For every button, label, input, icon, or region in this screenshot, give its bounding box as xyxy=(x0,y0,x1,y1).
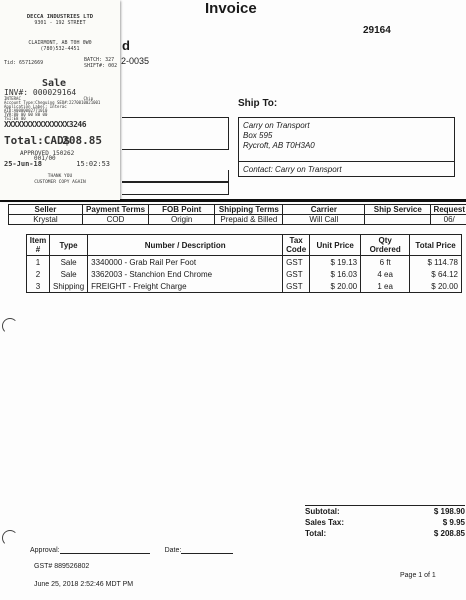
fob-point-header: FOB Point xyxy=(149,205,215,215)
receipt-thanks-line: THANK YOU xyxy=(47,174,73,179)
totals-block xyxy=(305,505,465,539)
item-type: Shipping xyxy=(50,280,88,293)
receipt-line: Account Type:Chequing SEQ#:2270010021001 xyxy=(4,100,101,105)
item-total: $ 20.00 xyxy=(410,280,462,293)
item-unit-price: $ 20.00 xyxy=(310,280,361,293)
item-number: 3 xyxy=(27,280,50,293)
payment-terms-value: COD xyxy=(82,215,148,225)
payment-terms-header: Payment Terms xyxy=(82,205,148,215)
bill-to-extra-box xyxy=(122,182,229,195)
terms-header-row xyxy=(9,205,466,215)
description-header: Number / Description xyxy=(88,235,283,256)
ship-service-value xyxy=(365,215,431,225)
request-header: Request xyxy=(431,205,466,215)
ship-to-line: Carry on Transport xyxy=(243,121,310,130)
date-label: Date: xyxy=(164,547,182,554)
table-row xyxy=(27,280,462,293)
seller-header: Seller xyxy=(9,205,83,215)
seller-value: Krystal xyxy=(9,215,83,225)
item-header: Item # xyxy=(27,235,50,256)
item-description: FREIGHT - Freight Charge xyxy=(88,280,283,293)
receipt-line: INTERAC Chip xyxy=(4,96,94,101)
fob-point-value: Origin xyxy=(149,215,215,225)
table-row xyxy=(27,256,462,269)
total-row xyxy=(305,528,465,539)
request-value: 06/ xyxy=(431,215,466,225)
receipt-datetime xyxy=(4,160,116,168)
shipping-terms-value: Prepaid & Billed xyxy=(215,215,283,225)
contact-box: Contact: Carry on Transport xyxy=(238,161,455,177)
date-signature-line xyxy=(181,553,233,554)
carrier-header: Carrier xyxy=(283,205,365,215)
ship-to-label: Ship To: xyxy=(238,98,278,109)
receipt-line: TVR:80 00 00 80 00 xyxy=(4,112,48,117)
receipt-company: DECCA INDUSTRIES LTD xyxy=(26,14,94,20)
subtotal-label: Subtotal: xyxy=(305,507,340,516)
item-description: 3362003 - Stanchion End Chrome xyxy=(88,268,283,280)
receipt-sale-label: Sale xyxy=(42,78,67,89)
approval-label: Approval: xyxy=(30,547,60,554)
type-header: Type xyxy=(50,235,88,256)
receipt-total-value: 208.85 xyxy=(62,134,102,147)
receipt-batch: BATCH: 327 xyxy=(84,57,115,63)
receipt-line: Application Label: Interac xyxy=(4,104,67,109)
item-total: $ 114.78 xyxy=(410,256,462,269)
sales-tax-value: $ 9.95 xyxy=(442,518,465,527)
item-unit-price: $ 19.13 xyxy=(310,256,361,269)
unit-price-header: Unit Price xyxy=(310,235,361,256)
receipt-approved: APPROVED 150262 xyxy=(20,150,75,157)
item-number: 1 xyxy=(27,256,50,269)
page-number: Page 1 of 1 xyxy=(400,572,436,579)
receipt-address-1: 9301 - 192 STREET xyxy=(34,20,86,26)
receipt-phone: (780)532-4451 xyxy=(40,46,80,52)
items-table xyxy=(26,234,462,293)
partial-number: 2-0035 xyxy=(121,56,150,66)
ship-to-line: Rycroft, AB T0H3A0 xyxy=(243,141,315,150)
tax-code-header: Tax Code xyxy=(283,235,310,256)
receipt-line: TSI:E8 00 xyxy=(4,116,26,121)
approval-signature-line xyxy=(60,553,150,554)
ship-service-header: Ship Service xyxy=(365,205,431,215)
receipt-thanks-line: CUSTOMER COPY AGAIN xyxy=(34,180,86,185)
sales-tax-row xyxy=(305,517,465,528)
item-tax-code: GST xyxy=(283,280,310,293)
print-timestamp: June 25, 2018 2:52:46 MDT PM xyxy=(34,581,134,588)
item-tax-code: GST xyxy=(283,256,310,269)
bill-to-box xyxy=(122,117,229,150)
item-tax-code: GST xyxy=(283,268,310,280)
receipt-total-label: Total:CAD$ xyxy=(4,134,71,147)
total-value: $ 208.85 xyxy=(433,529,465,538)
item-unit-price: $ 16.03 xyxy=(310,268,361,280)
payment-receipt xyxy=(0,0,120,200)
gst-number: GST# 889526802 xyxy=(34,563,90,570)
total-label: Total: xyxy=(305,529,327,538)
ship-to-box xyxy=(238,117,455,162)
invoice-number: 29164 xyxy=(363,25,391,36)
item-type: Sale xyxy=(50,256,88,269)
ship-to-line: Box 595 xyxy=(243,131,273,140)
receipt-card-number: XXXXXXXXXXXXXXX3246 xyxy=(4,120,87,129)
receipt-thanks xyxy=(0,174,120,186)
items-header-row xyxy=(27,235,462,256)
receipt-total xyxy=(4,134,116,147)
terms-table xyxy=(8,204,466,225)
receipt-shift: SHIFT#: 002 xyxy=(84,63,118,69)
total-price-header: Total Price xyxy=(410,235,462,256)
approval-line xyxy=(30,547,233,554)
receipt-date: 25-Jun-18 xyxy=(4,160,42,168)
receipt-approved-code: 001/00 xyxy=(34,155,56,162)
bill-to-contact-box xyxy=(122,170,229,182)
qty-header: Qty Ordered xyxy=(361,235,410,256)
item-total: $ 64.12 xyxy=(410,268,462,280)
receipt-time: 15:02:53 xyxy=(76,160,110,168)
receipt-invoice-number: INV#: 000029164 xyxy=(4,88,77,97)
receipt-tid: Tid: 65712669 xyxy=(4,60,44,66)
item-type: Sale xyxy=(50,268,88,280)
terms-value-row xyxy=(9,215,466,225)
item-qty: 4 ea xyxy=(361,268,410,280)
carrier-value: Will Call xyxy=(283,215,365,225)
item-qty: 1 ea xyxy=(361,280,410,293)
sales-tax-label: Sales Tax: xyxy=(305,518,344,527)
shipping-terms-header: Shipping Terms xyxy=(215,205,283,215)
partial-heading: d xyxy=(122,38,130,53)
invoice-title: Invoice xyxy=(205,0,257,17)
punch-hole-mark xyxy=(2,318,18,334)
subtotal-value: $ 198.90 xyxy=(433,507,465,516)
item-description: 3340000 - Grab Rail Per Foot xyxy=(88,256,283,269)
item-qty: 6 ft xyxy=(361,256,410,269)
item-number: 2 xyxy=(27,268,50,280)
subtotal-row xyxy=(305,506,465,517)
receipt-address-2: CLAIRMONT, AB T0H 0W0 xyxy=(28,40,92,46)
receipt-line: AID:A0000002771010 xyxy=(4,108,48,113)
table-row xyxy=(27,268,462,280)
punch-hole-mark xyxy=(2,530,18,546)
